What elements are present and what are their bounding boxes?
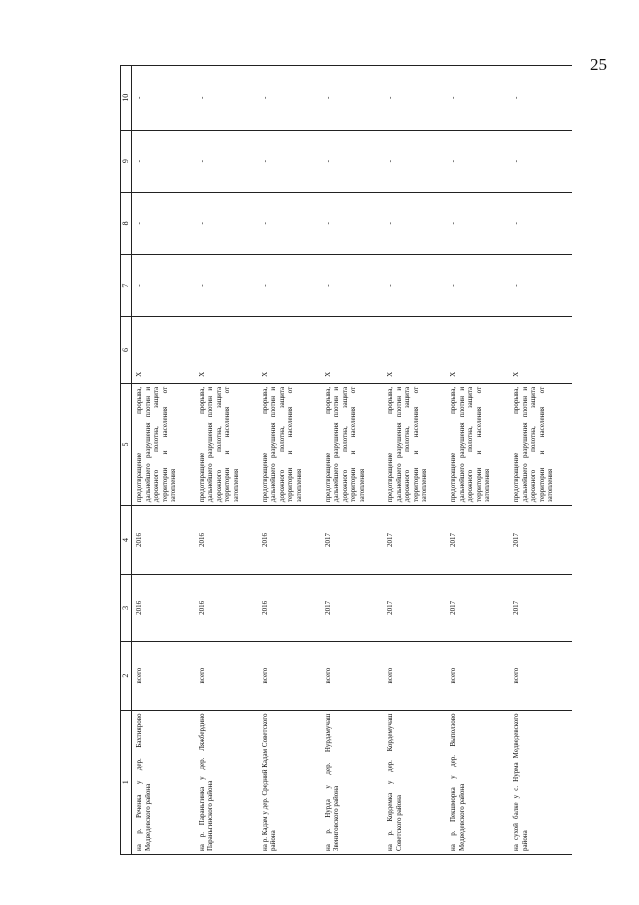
cell-purpose: предотвращение прорыва, дальнейшего разрушения плотин и дорожного полотна, защита территории и населения от затопления bbox=[321, 383, 384, 505]
cell-total: всего bbox=[509, 641, 572, 710]
table-row bbox=[446, 66, 509, 855]
cell-end-year: 2017 bbox=[383, 506, 446, 575]
cell-value: - bbox=[446, 66, 509, 131]
table-row bbox=[509, 66, 572, 855]
object-name: на р. Нурда у дер. Нурдамучаш Звениговского района bbox=[321, 710, 384, 854]
cell-start-year: 2016 bbox=[258, 574, 321, 641]
page-number: 25 bbox=[590, 55, 607, 74]
cell-total: всего bbox=[132, 641, 195, 710]
column-header: 8 bbox=[121, 192, 132, 254]
cell-mark: X bbox=[132, 317, 195, 384]
cell-value: - bbox=[195, 254, 258, 316]
cell-mark: X bbox=[195, 317, 258, 384]
cell-start-year: 2016 bbox=[195, 574, 258, 641]
cell-value: - bbox=[258, 66, 321, 131]
cell-end-year: 2016 bbox=[132, 506, 195, 575]
cell-total: всего bbox=[258, 641, 321, 710]
column-header: 6 bbox=[121, 317, 132, 384]
cell-value: - bbox=[258, 254, 321, 316]
cell-value: - bbox=[321, 130, 384, 192]
cell-total: всего bbox=[321, 641, 384, 710]
cell-purpose: предотвращение прорыва, дальнейшего разрушения плотин и дорожного полотна, защита территории и населения от затопления bbox=[258, 383, 321, 505]
column-header: 7 bbox=[121, 254, 132, 316]
cell-value: - bbox=[446, 192, 509, 254]
cell-value: - bbox=[258, 192, 321, 254]
object-name: на р. Реченка у дер. Бахтиярово Медведевского района bbox=[132, 710, 195, 854]
cell-mark: X bbox=[258, 317, 321, 384]
cell-total: всего bbox=[195, 641, 258, 710]
table-row bbox=[321, 66, 384, 855]
cell-mark: X bbox=[446, 317, 509, 384]
cell-value: - bbox=[132, 254, 195, 316]
cell-start-year: 2017 bbox=[383, 574, 446, 641]
column-header: 10 bbox=[121, 66, 132, 131]
cell-end-year: 2017 bbox=[446, 506, 509, 575]
object-name: на р. Параньгинка у дер. Ляжбердино Параньгинского района bbox=[195, 710, 258, 854]
cell-mark: X bbox=[321, 317, 384, 384]
object-name: на р. Кадам у дер. Средний Кадам Советского района bbox=[258, 710, 321, 854]
table-row bbox=[258, 66, 321, 855]
cell-end-year: 2017 bbox=[321, 506, 384, 575]
data-table bbox=[120, 65, 572, 855]
cell-value: - bbox=[195, 130, 258, 192]
cell-value: - bbox=[132, 130, 195, 192]
cell-value: - bbox=[383, 66, 446, 131]
cell-value: - bbox=[509, 130, 572, 192]
cell-value: - bbox=[446, 130, 509, 192]
column-header: 5 bbox=[121, 383, 132, 505]
cell-value: - bbox=[195, 66, 258, 131]
cell-value: - bbox=[132, 192, 195, 254]
cell-value: - bbox=[509, 192, 572, 254]
cell-start-year: 2017 bbox=[321, 574, 384, 641]
cell-start-year: 2016 bbox=[132, 574, 195, 641]
cell-end-year: 2016 bbox=[258, 506, 321, 575]
cell-value: - bbox=[321, 66, 384, 131]
table-row bbox=[195, 66, 258, 855]
column-header: 1 bbox=[121, 710, 132, 854]
cell-value: - bbox=[132, 66, 195, 131]
cell-mark: X bbox=[509, 317, 572, 384]
column-header: 4 bbox=[121, 506, 132, 575]
cell-end-year: 2016 bbox=[195, 506, 258, 575]
cell-value: - bbox=[258, 130, 321, 192]
table-row bbox=[383, 66, 446, 855]
cell-value: - bbox=[383, 192, 446, 254]
cell-purpose: предотвращение прорыва, дальнейшего разрушения плотин и дорожного полотна, защита территории и населения от затопления bbox=[446, 383, 509, 505]
table-row bbox=[132, 66, 195, 855]
cell-value: - bbox=[446, 254, 509, 316]
cell-value: - bbox=[509, 66, 572, 131]
cell-value: - bbox=[383, 130, 446, 192]
cell-purpose: предотвращение прорыва, дальнейшего разрушения плотин и дорожного полотна, защита территории и населения от затопления bbox=[195, 383, 258, 505]
object-name: на р. Пекшморка у дер. Выползово Медведевского района bbox=[446, 710, 509, 854]
cell-value: - bbox=[509, 254, 572, 316]
cell-value: - bbox=[195, 192, 258, 254]
cell-value: - bbox=[321, 254, 384, 316]
cell-end-year: 2017 bbox=[509, 506, 572, 575]
cell-start-year: 2017 bbox=[509, 574, 572, 641]
object-name: на сухой балке у с. Нурма Медведевского района bbox=[509, 710, 572, 854]
rotated-table-container bbox=[120, 65, 572, 855]
table-header-row bbox=[121, 66, 132, 855]
cell-purpose: предотвращение прорыва, дальнейшего разрушения плотин и дорожного полотна, защита территории и населения от затопления bbox=[509, 383, 572, 505]
column-header: 3 bbox=[121, 574, 132, 641]
column-header: 2 bbox=[121, 641, 132, 710]
cell-purpose: предотвращение прорыва, дальнейшего разрушения плотин и дорожного полотна, защита территории и населения от затопления bbox=[132, 383, 195, 505]
cell-start-year: 2017 bbox=[446, 574, 509, 641]
column-header: 9 bbox=[121, 130, 132, 192]
cell-total: всего bbox=[446, 641, 509, 710]
cell-value: - bbox=[321, 192, 384, 254]
cell-purpose: предотвращение прорыва, дальнейшего разрушения плотин и дорожного полотна, защита территории и населения от затопления bbox=[383, 383, 446, 505]
object-name: на р. Кордемка у дер. Кордемучаш Советского района bbox=[383, 710, 446, 854]
cell-mark: X bbox=[383, 317, 446, 384]
cell-total: всего bbox=[383, 641, 446, 710]
cell-value: - bbox=[383, 254, 446, 316]
